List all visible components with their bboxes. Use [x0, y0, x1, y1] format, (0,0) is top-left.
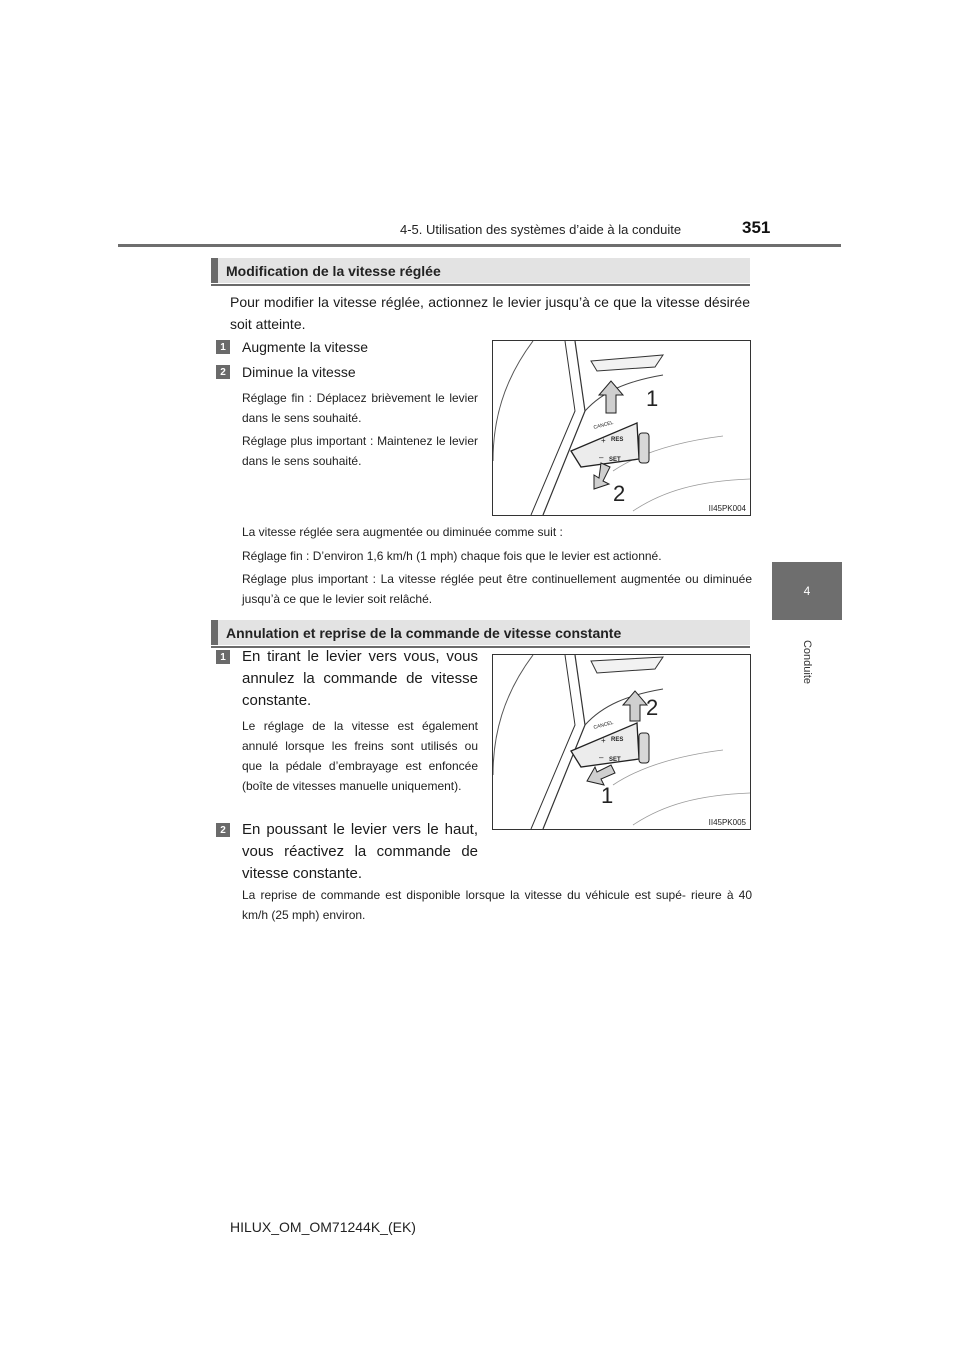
item-decrease-speed: Diminue la vitesse [242, 364, 356, 380]
lever-minus-label: – [599, 453, 604, 462]
arrow-down-icon [594, 463, 610, 489]
lever-res-label: RES [611, 737, 624, 743]
figure-lever-cancel-resume [492, 654, 751, 830]
item-number-badge: 2 [216, 823, 230, 837]
chapter-tab [772, 562, 842, 620]
lever-illustration [493, 655, 750, 829]
figure-label-down: 2 [613, 481, 626, 506]
arrow-up-icon [599, 381, 623, 413]
figure-code: II45PK005 [708, 818, 746, 827]
note-large-adjust: Réglage plus important : Maintenez le levier dans le sens souhaité. [242, 434, 478, 468]
arrow-pull-icon [587, 765, 615, 785]
note-fine-adjust: Réglage fin : Déplacez brièvement le levier dans le sens souhaité. [242, 391, 478, 425]
lever-cancel-label: CANCEL [592, 719, 615, 731]
lever-minus-label: – [599, 753, 604, 762]
item-resume-control: En poussant le levier vers le haut, vous réactivez la commande de vitesse constante. [242, 821, 478, 882]
lever-cancel-label: CANCEL [592, 419, 615, 431]
note-resume-speed: La reprise de commande est disponible lorsque la vitesse du véhicule est supé- rieure à 40 km/h (25 mph) environ. [242, 888, 752, 922]
figure-code: II45PK004 [708, 504, 746, 513]
item-cancel-control: En tirant le levier vers vous, vous annulez la commande de vitesse constante. [242, 648, 478, 709]
lever-illustration [493, 341, 750, 515]
lever-plus-label: + [601, 736, 606, 745]
figure-label-up: 1 [646, 386, 659, 411]
figure-lever-speed-adjust [492, 340, 751, 516]
item-number-badge: 1 [216, 650, 230, 664]
note-cancel-brake: Le réglage de la vitesse est également annulé lorsque les freins sont utilisés ou que la pédale d’embrayage est enfoncée (boîte de vitesses manuelle uniquement). [242, 719, 478, 793]
figure-label-up: 2 [646, 695, 659, 720]
figure-label-down: 1 [601, 783, 614, 808]
chapter-name [782, 632, 832, 692]
section-heading-label: Annulation et reprise de la commande de vitesse constante [226, 625, 622, 641]
chapter-name-label: Conduite [801, 639, 813, 685]
item-number-badge: 2 [216, 365, 230, 379]
page-number: 351 [742, 218, 771, 237]
lever-set-label: SET [609, 757, 621, 763]
section1-intro: Pour modifier la vitesse réglée, actionnez le levier jusqu’à ce que la vitesse désirée soit atteinte. [230, 294, 750, 332]
section-heading-cancel-resume [211, 620, 750, 645]
item-increase-speed: Augmente la vitesse [242, 339, 369, 355]
item-number-badge: 1 [216, 340, 230, 354]
section-heading-label: Modification de la vitesse réglée [226, 263, 441, 279]
section-heading-speed-change [211, 258, 750, 283]
lever-plus-label: + [601, 436, 606, 445]
header-section-title: 4-5. Utilisation des systèmes d’aide à la conduite [400, 222, 682, 237]
lever-res-label: RES [611, 437, 624, 443]
footer-doc-code: HILUX_OM_OM71244K_(EK) [230, 1219, 416, 1235]
after-note-3: Réglage plus important : La vitesse réglée peut être continuellement augmentée ou diminuée jusqu’à ce que le levier soit relâché. [242, 572, 752, 606]
arrow-up-icon [623, 691, 647, 721]
header-divider [118, 244, 841, 247]
lever-set-label: SET [609, 457, 621, 463]
after-note-1: La vitesse réglée sera augmentée ou diminuée comme suit : [242, 525, 563, 539]
after-note-2: Réglage fin : D’environ 1,6 km/h (1 mph) chaque fois que le levier est actionné. [242, 549, 662, 563]
chapter-number: 4 [803, 584, 811, 598]
